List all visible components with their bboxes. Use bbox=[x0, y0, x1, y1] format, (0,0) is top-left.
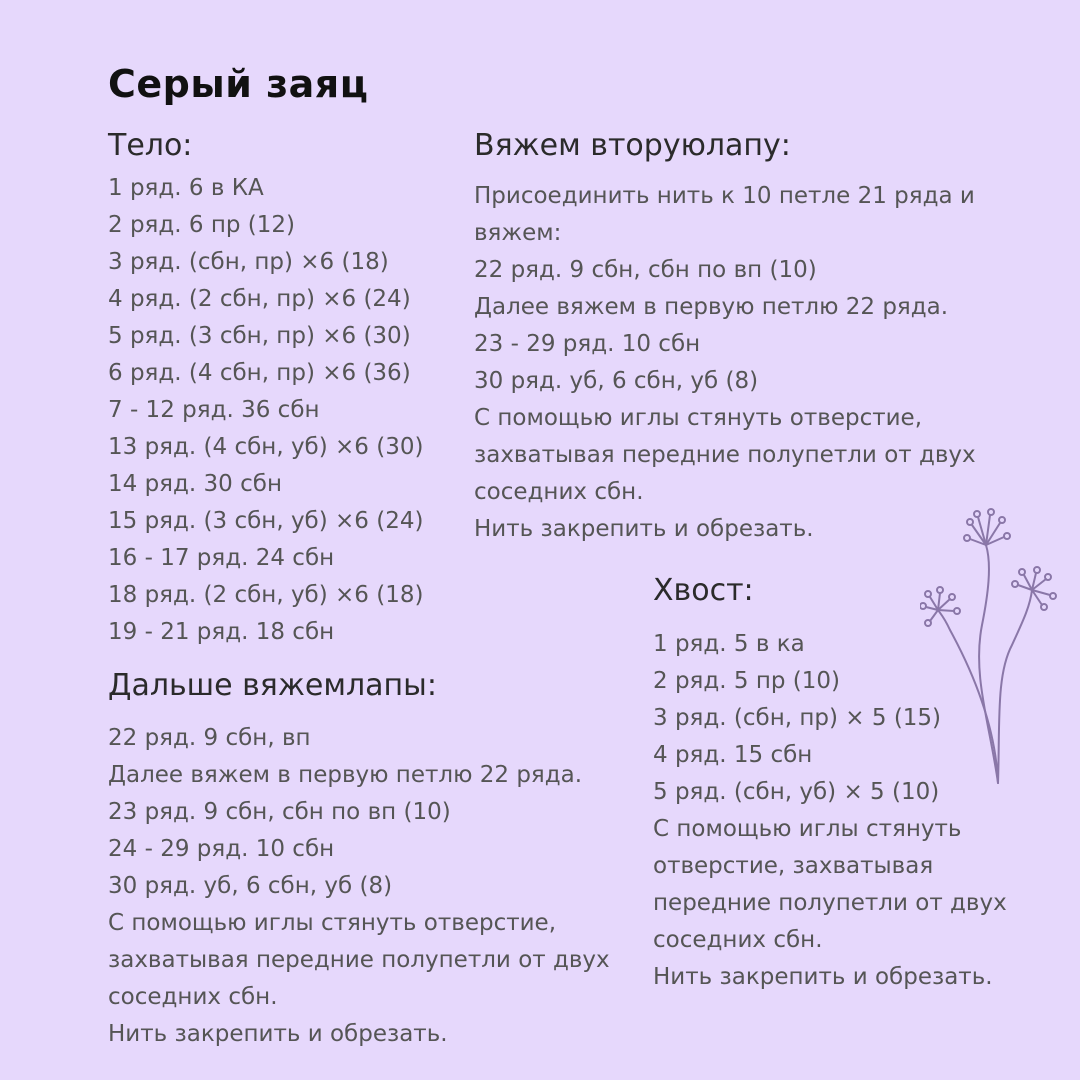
instruction-line: Нить закрепить и обрезать. bbox=[653, 964, 993, 990]
section-second-leg bbox=[474, 126, 976, 548]
instruction-line: 7 - 12 ряд. 36 сбн bbox=[108, 397, 320, 423]
instruction-line: 14 ряд. 30 сбн bbox=[108, 471, 282, 497]
umbel-left bbox=[920, 587, 960, 626]
lines-second-leg bbox=[474, 178, 976, 548]
instruction-line: передние полупетли от двух bbox=[653, 890, 1007, 916]
instruction-line: С помощью иглы стянуть отверстие, bbox=[108, 910, 557, 936]
instruction-line: 4 ряд. 15 сбн bbox=[653, 742, 813, 768]
instruction-line: 16 - 17 ряд. 24 сбн bbox=[108, 545, 335, 571]
instruction-line: 13 ряд. (4 сбн, уб) ×6 (30) bbox=[108, 434, 424, 460]
dill-flower-icon bbox=[920, 505, 1060, 790]
instruction-line: 3 ряд. (сбн, пр) ×6 (18) bbox=[108, 249, 389, 275]
instruction-line: Далее вяжем в первую петлю 22 ряда. bbox=[108, 762, 583, 788]
instruction-line: 2 ряд. 6 пр (12) bbox=[108, 212, 296, 238]
instruction-line: С помощью иглы стянуть отверстие, bbox=[474, 405, 923, 431]
instruction-line: захватывая передние полупетли от двух bbox=[474, 442, 976, 468]
instruction-line: 1 ряд. 5 в ка bbox=[653, 631, 805, 657]
instruction-line: 30 ряд. уб, 6 сбн, уб (8) bbox=[474, 368, 759, 394]
instruction-line: Нить закрепить и обрезать. bbox=[474, 516, 814, 542]
instruction-line: отверстие, захватывая bbox=[653, 853, 934, 879]
instruction-line: вяжем: bbox=[474, 220, 562, 246]
instruction-line: 6 ряд. (4 сбн, пр) ×6 (36) bbox=[108, 360, 411, 386]
instruction-line: Нить закрепить и обрезать. bbox=[108, 1021, 448, 1047]
instruction-line: 23 - 29 ряд. 10 сбн bbox=[474, 331, 701, 357]
section-heading-second-leg: Вяжем вторуюлапу: bbox=[474, 128, 791, 163]
section-heading-tail: Хвост: bbox=[653, 573, 754, 608]
instruction-line: 19 - 21 ряд. 18 сбн bbox=[108, 619, 335, 645]
instruction-line: Далее вяжем в первую петлю 22 ряда. bbox=[474, 294, 949, 320]
umbel-right bbox=[1012, 567, 1056, 610]
instruction-line: 5 ряд. (3 сбн, пр) ×6 (30) bbox=[108, 323, 411, 349]
instruction-line: соседних сбн. bbox=[474, 479, 644, 505]
instruction-line: 23 ряд. 9 сбн, сбн по вп (10) bbox=[108, 799, 451, 825]
instruction-line: соседних сбн. bbox=[653, 927, 823, 953]
instruction-line: 22 ряд. 9 сбн, вп bbox=[108, 725, 311, 751]
page-title: Серый заяц bbox=[108, 62, 369, 106]
instruction-line: соседних сбн. bbox=[108, 984, 278, 1010]
instruction-line: 30 ряд. уб, 6 сбн, уб (8) bbox=[108, 873, 393, 899]
instruction-line: Присоединить нить к 10 петле 21 ряда и bbox=[474, 183, 975, 209]
instruction-line: 15 ряд. (3 сбн, уб) ×6 (24) bbox=[108, 508, 424, 534]
umbel-top bbox=[964, 509, 1010, 545]
instruction-line: С помощью иглы стянуть bbox=[653, 816, 962, 842]
instruction-line: 2 ряд. 5 пр (10) bbox=[653, 668, 841, 694]
instruction-line: 18 ряд. (2 сбн, уб) ×6 (18) bbox=[108, 582, 424, 608]
instruction-line: 1 ряд. 6 в КА bbox=[108, 175, 264, 201]
instruction-line: 22 ряд. 9 сбн, сбн по вп (10) bbox=[474, 257, 817, 283]
instruction-line: 24 - 29 ряд. 10 сбн bbox=[108, 836, 335, 862]
instruction-line: 4 ряд. (2 сбн, пр) ×6 (24) bbox=[108, 286, 411, 312]
instruction-line: захватывая передние полупетли от двух bbox=[108, 947, 610, 973]
instruction-line: 3 ряд. (сбн, пр) × 5 (15) bbox=[653, 705, 942, 731]
section-body bbox=[108, 126, 423, 651]
instruction-line: 5 ряд. (сбн, уб) × 5 (10) bbox=[653, 779, 940, 805]
section-legs bbox=[108, 666, 610, 1053]
section-heading-body: Тело: bbox=[108, 128, 193, 163]
lines-body bbox=[108, 170, 423, 651]
section-heading-legs: Дальше вяжемлапы: bbox=[108, 668, 437, 703]
lines-legs bbox=[108, 720, 610, 1053]
